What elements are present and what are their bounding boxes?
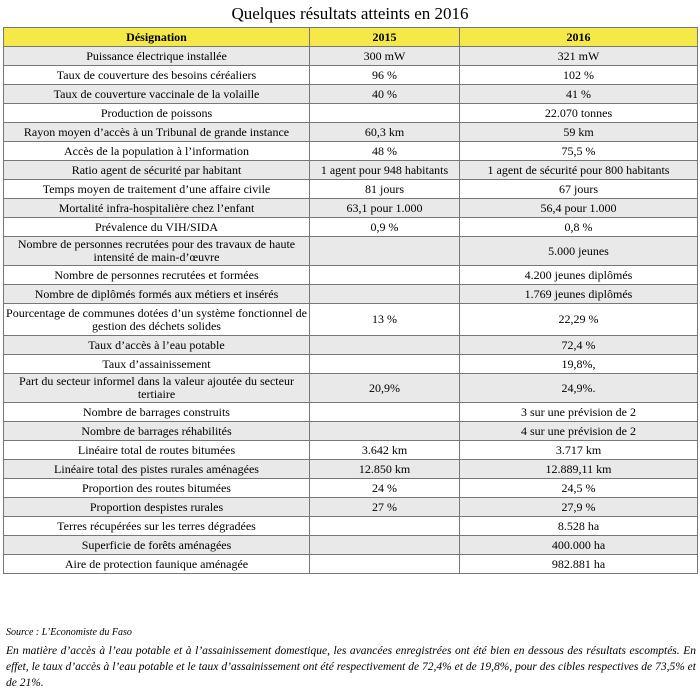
cell-2016: 56,4 pour 1.000: [460, 199, 698, 218]
cell-label: Nombre de diplômés formés aux métiers et insérés: [4, 285, 310, 304]
cell-2015: [310, 536, 460, 555]
cell-2016: 1 agent de sécurité pour 800 habitants: [460, 161, 698, 180]
cell-2015: 81 jours: [310, 180, 460, 199]
table-row: [4, 180, 698, 199]
cell-2016: 4 sur une prévision de 2: [460, 422, 698, 441]
cell-2015: [310, 237, 460, 266]
cell-label: Nombre de barrages réhabilités: [4, 422, 310, 441]
results-table: [3, 27, 698, 574]
table-row: [4, 555, 698, 574]
cell-label: Prévalence du VIH/SIDA: [4, 218, 310, 237]
page-title: Quelques résultats atteints en 2016: [231, 4, 469, 23]
table-row: [4, 237, 698, 266]
table-row: [4, 479, 698, 498]
table-row: [4, 536, 698, 555]
cell-label: Temps moyen de traitement d’une affaire civile: [4, 180, 310, 199]
cell-2016: 72,4 %: [460, 336, 698, 355]
table-row: [4, 123, 698, 142]
table-row: [4, 161, 698, 180]
cell-label: Pourcentage de communes dotées d’un système fonctionnel de gestion des déchets solides: [4, 304, 310, 336]
cell-2016: 3.717 km: [460, 441, 698, 460]
cell-2016: 0,8 %: [460, 218, 698, 237]
cell-label: Taux d’accès à l’eau potable: [4, 336, 310, 355]
body-paragraph: En matière d’accès à l’eau potable et à l’assainissement domestique, les avancées enregistrées ont été bien en dessous des résultats escomptés. En effet, le taux d’accès à l’eau potable et le taux d’assainissement ont été respectivement de 72,4% et de 19,8%, pour des cibles respectives de 73,5% et de 21%.: [6, 645, 696, 689]
cell-2015: [310, 422, 460, 441]
cell-2016: 59 km: [460, 123, 698, 142]
cell-2016: 67 jours: [460, 180, 698, 199]
table-row: [4, 104, 698, 123]
table-row: [4, 142, 698, 161]
table-body: [4, 47, 698, 574]
cell-2016: 19,8%,: [460, 355, 698, 374]
cell-2016: 22.070 tonnes: [460, 104, 698, 123]
cell-label: Puissance électrique installée: [4, 47, 310, 66]
table-row: [4, 47, 698, 66]
header-designation: Désignation: [4, 28, 310, 47]
cell-2016: 24,5 %: [460, 479, 698, 498]
cell-2015: 13 %: [310, 304, 460, 336]
cell-2016: 102 %: [460, 66, 698, 85]
cell-2015: 96 %: [310, 66, 460, 85]
cell-2015: 0,9 %: [310, 218, 460, 237]
table-row: [4, 374, 698, 403]
table-row: [4, 199, 698, 218]
cell-label: Taux de couverture des besoins céréaliers: [4, 66, 310, 85]
cell-label: Mortalité infra-hospitalière chez l’enfant: [4, 199, 310, 218]
cell-2016: 5.000 jeunes: [460, 237, 698, 266]
cell-2015: 60,3 km: [310, 123, 460, 142]
cell-2015: 40 %: [310, 85, 460, 104]
cell-2015: 24 %: [310, 479, 460, 498]
cell-label: Proportion despistes rurales: [4, 498, 310, 517]
cell-2016: 982.881 ha: [460, 555, 698, 574]
cell-2016: 4.200 jeunes diplômés: [460, 266, 698, 285]
table-row: [4, 422, 698, 441]
cell-2015: 1 agent pour 948 habitants: [310, 161, 460, 180]
cell-2015: 20,9%: [310, 374, 460, 403]
table-row: [4, 355, 698, 374]
cell-2015: 12.850 km: [310, 460, 460, 479]
cell-2015: [310, 336, 460, 355]
cell-label: Nombre de barrages construits: [4, 403, 310, 422]
cell-2015: 48 %: [310, 142, 460, 161]
table-row: [4, 336, 698, 355]
cell-label: Terres récupérées sur les terres dégradées: [4, 517, 310, 536]
cell-2016: 8.528 ha: [460, 517, 698, 536]
cell-label: Taux de couverture vaccinale de la volaille: [4, 85, 310, 104]
cell-label: Rayon moyen d’accès à un Tribunal de grande instance: [4, 123, 310, 142]
table-row: [4, 218, 698, 237]
table-row: [4, 517, 698, 536]
cell-2016: 24,9%.: [460, 374, 698, 403]
cell-label: Nombre de personnes recrutées pour des travaux de haute intensité de main-d’œuvre: [4, 237, 310, 266]
cell-2015: [310, 266, 460, 285]
cell-2016: 27,9 %: [460, 498, 698, 517]
cell-2015: [310, 104, 460, 123]
cell-label: Proportion des routes bitumées: [4, 479, 310, 498]
cell-2016: 75,5 %: [460, 142, 698, 161]
cell-2015: 63,1 pour 1.000: [310, 199, 460, 218]
header-2015: 2015: [310, 28, 460, 47]
source-note: Source : L’Economiste du Faso: [6, 627, 132, 638]
cell-label: Taux d’assainissement: [4, 355, 310, 374]
table-row: [4, 304, 698, 336]
cell-2015: 300 mW: [310, 47, 460, 66]
cell-2016: 12.889,11 km: [460, 460, 698, 479]
table-row: [4, 460, 698, 479]
table-row: [4, 498, 698, 517]
cell-2016: 1.769 jeunes diplômés: [460, 285, 698, 304]
cell-label: Linéaire total des pistes rurales aménagées: [4, 460, 310, 479]
cell-label: Part du secteur informel dans la valeur ajoutée du secteur tertiaire: [4, 374, 310, 403]
cell-2015: [310, 355, 460, 374]
table-header-row: [4, 28, 698, 47]
cell-2015: [310, 285, 460, 304]
cell-label: Linéaire total de routes bitumées: [4, 441, 310, 460]
table-row: [4, 66, 698, 85]
table-row: [4, 441, 698, 460]
table-row: [4, 266, 698, 285]
cell-2015: 3.642 km: [310, 441, 460, 460]
table-row: [4, 403, 698, 422]
cell-label: Aire de protection faunique aménagée: [4, 555, 310, 574]
cell-label: Nombre de personnes recrutées et formées: [4, 266, 310, 285]
cell-2016: 321 mW: [460, 47, 698, 66]
table-row: [4, 85, 698, 104]
cell-label: Ratio agent de sécurité par habitant: [4, 161, 310, 180]
cell-2015: [310, 517, 460, 536]
cell-2016: 3 sur une prévision de 2: [460, 403, 698, 422]
cell-2015: [310, 403, 460, 422]
cell-2016: 22,29 %: [460, 304, 698, 336]
cell-2015: [310, 555, 460, 574]
cell-label: Accès de la population à l’information: [4, 142, 310, 161]
cell-2016: 41 %: [460, 85, 698, 104]
cell-label: Superficie de forêts aménagées: [4, 536, 310, 555]
cell-2016: 400.000 ha: [460, 536, 698, 555]
header-2016: 2016: [460, 28, 698, 47]
table-row: [4, 285, 698, 304]
cell-label: Production de poissons: [4, 104, 310, 123]
cell-2015: 27 %: [310, 498, 460, 517]
